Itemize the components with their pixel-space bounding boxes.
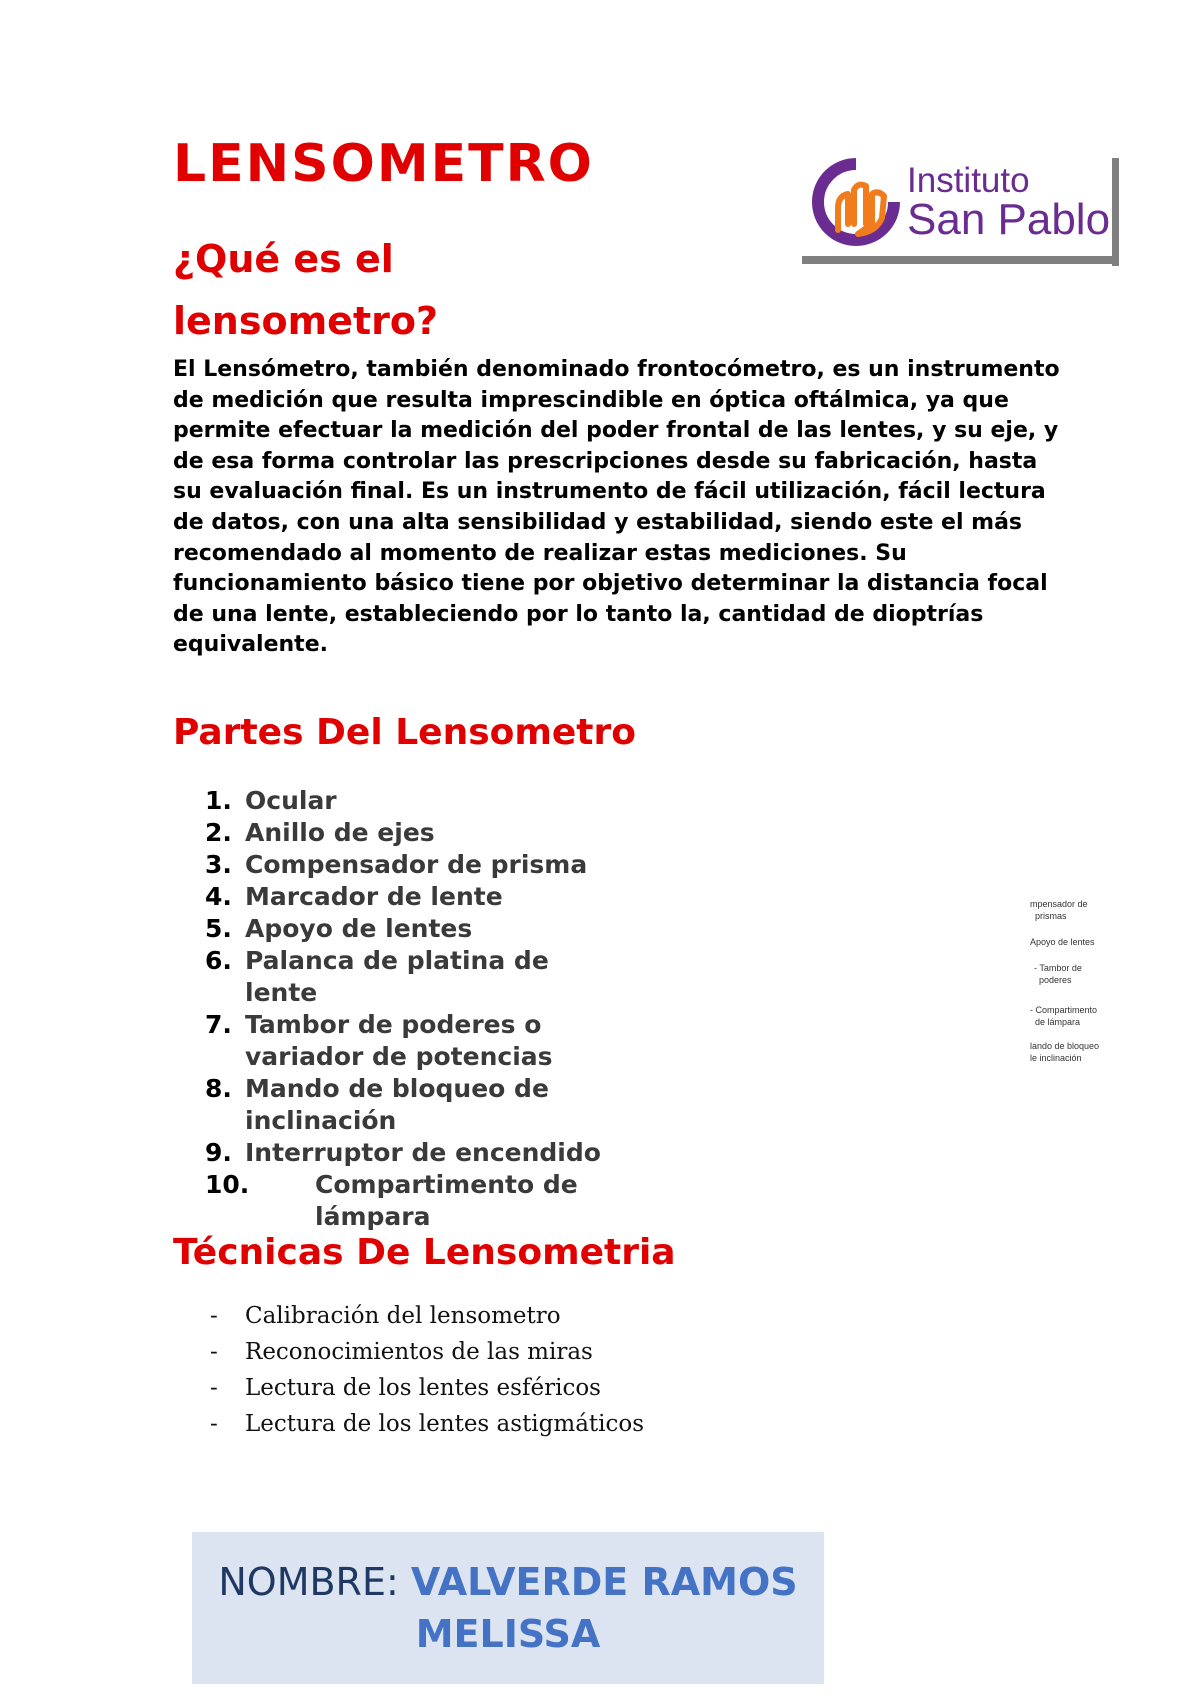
list-item — [205, 1169, 625, 1233]
list-item — [205, 849, 625, 881]
bullet-dash: - — [210, 1411, 218, 1437]
section-subtitle: ¿Qué es el lensometro? — [173, 237, 438, 343]
logo-text-line2: San Pablo — [907, 195, 1111, 244]
list-item-label: Palanca de platina de lente — [245, 946, 549, 1007]
diagram-label: Apoyo de lentes — [1030, 937, 1095, 947]
list-item-label: Mando de bloqueo de inclinación — [245, 1074, 549, 1135]
list-item-number: 1. — [205, 786, 232, 815]
parts-heading: Partes Del Lensometro — [173, 712, 636, 753]
list-item-label: Calibración del lensometro — [245, 1303, 561, 1329]
list-item-number: 10. — [205, 1170, 250, 1199]
diagram-label: mpensador de prismas — [1030, 899, 1088, 921]
logo-shadow-right — [1112, 158, 1119, 266]
institute-logo — [802, 156, 1128, 266]
list-item — [210, 1334, 644, 1370]
list-item-label: Anillo de ejes — [245, 818, 435, 847]
list-item-label: Compensador de prisma — [245, 850, 588, 879]
document-title: LENSOMETRO — [173, 134, 594, 194]
logo-shadow-bottom — [802, 256, 1119, 264]
list-item — [205, 1009, 625, 1073]
bullet-dash: - — [210, 1303, 218, 1329]
list-item — [210, 1370, 644, 1406]
list-item-number: 7. — [205, 1010, 232, 1039]
list-item-label: Lectura de los lentes esféricos — [245, 1375, 601, 1401]
list-item — [205, 817, 625, 849]
list-item — [210, 1298, 644, 1334]
techniques-list — [210, 1298, 644, 1442]
name-value: VALVERDE RAMOS MELISSA — [410, 1560, 798, 1656]
intro-paragraph: El Lensómetro, también denominado frontocómetro, es un instrumento de medición que resulta imprescindible en óptica oftálmica, ya que permite efectuar la medición del poder frontal de las lentes, y su eje, y de esa forma controlar las prescripciones desde su fabricación, hasta su evaluación final. Es un instrumento de fácil utilización, fácil lectura de datos, con una alta sensibilidad y estabilidad, siendo este el más recomendado al momento de realizar estas mediciones. Su funcionamiento básico tiene por objetivo determinar la distancia focal de una lente, estableciendo por lo tanto la, cantidad de dioptrías equivalente. — [173, 357, 1060, 658]
list-item — [205, 1073, 625, 1137]
hand-logo-icon — [812, 158, 900, 246]
list-item-label: Interruptor de encendido — [245, 1138, 601, 1167]
list-item-number: 2. — [205, 818, 232, 847]
list-item-label: Ocular — [245, 786, 337, 815]
logo-text-line1: Instituto — [907, 161, 1030, 200]
techniques-heading: Técnicas De Lensometria — [173, 1232, 676, 1273]
list-item-number: 4. — [205, 882, 232, 911]
list-item — [205, 945, 625, 1009]
bullet-dash: - — [210, 1375, 218, 1401]
list-item-number: 6. — [205, 946, 232, 975]
list-item-label: Tambor de poderes o variador de potencias — [245, 1010, 553, 1071]
list-item-number: 9. — [205, 1138, 232, 1167]
diagram-label: - Tambor de poderes — [1034, 963, 1082, 985]
list-item-number: 3. — [205, 850, 232, 879]
name-box — [192, 1532, 824, 1684]
list-item-label: Reconocimientos de las miras — [245, 1339, 593, 1365]
list-item-label: Marcador de lente — [245, 882, 503, 911]
diagram-label: lando de bloqueo le inclinación — [1030, 1041, 1100, 1063]
list-item-number: 8. — [205, 1074, 232, 1103]
list-item-label: Compartimento de lámpara — [315, 1170, 578, 1231]
list-item-label: Apoyo de lentes — [245, 914, 473, 943]
list-item — [210, 1406, 644, 1442]
list-item — [205, 785, 625, 817]
list-item — [205, 1137, 625, 1169]
list-item — [205, 881, 625, 913]
bullet-dash: - — [210, 1339, 218, 1365]
list-item-number: 5. — [205, 914, 232, 943]
name-line — [192, 1556, 824, 1660]
list-item — [205, 913, 625, 945]
list-item-label: Lectura de los lentes astigmáticos — [245, 1411, 645, 1437]
diagram-label: - Compartimento de lámpara — [1030, 1005, 1098, 1027]
name-label: NOMBRE: — [218, 1560, 399, 1604]
parts-list — [205, 785, 625, 1233]
